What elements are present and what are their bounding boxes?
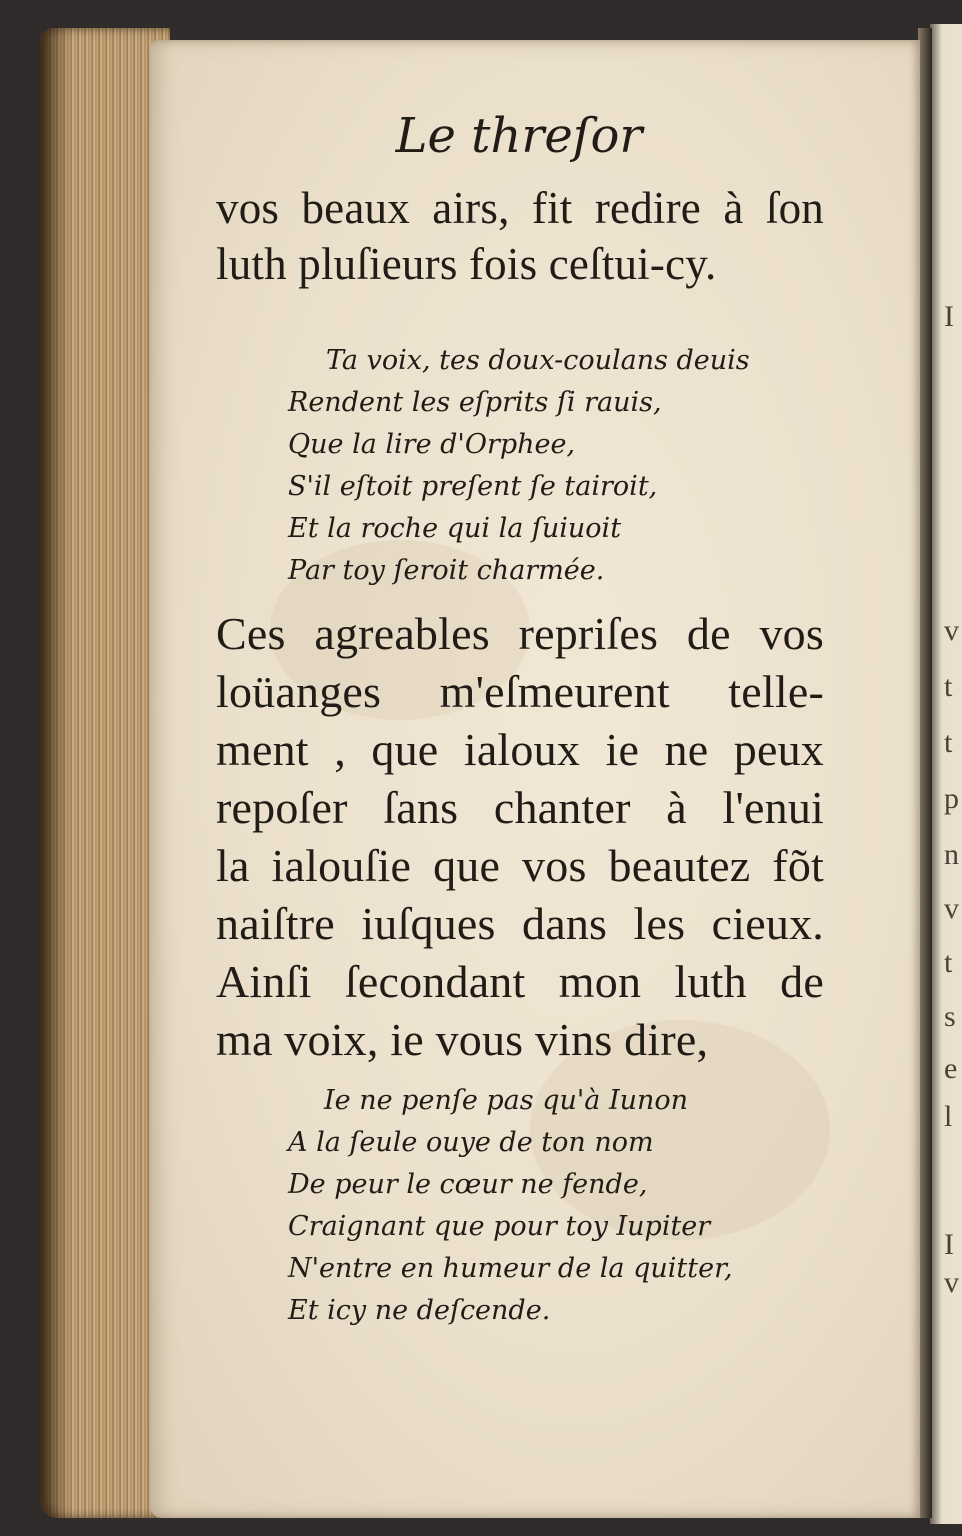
text-line: luth pluſieurs fois ceſtui-cy. — [216, 239, 717, 289]
verse-stanza-1 — [288, 340, 750, 592]
facing-page-fragment: s — [944, 1000, 956, 1033]
text-line: loüanges m'eſmeurent telle- — [216, 666, 824, 717]
verse-line: A la ſeule ouye de ton nom — [288, 1127, 654, 1158]
running-head: Le threſor — [395, 108, 643, 164]
verse-line: Et la roche qui la ſuiuoit — [288, 513, 622, 544]
verse-line: Craignant que pour toy Iupiter — [288, 1211, 711, 1242]
verse-line: Et icy ne deſcende. — [288, 1295, 551, 1326]
facing-page-fragment: t — [944, 946, 953, 979]
facing-page-fragment: t — [944, 726, 953, 759]
verse-line: N'entre en humeur de la quitter, — [288, 1253, 733, 1284]
verse-stanza-2 — [288, 1080, 733, 1332]
facing-page-fragment: t — [944, 670, 953, 703]
text-line: vos beaux airs, fit redire à ſon — [216, 183, 824, 233]
facing-page-fragment: I — [944, 300, 954, 333]
facing-page-fragment: l — [944, 1100, 953, 1133]
verse-line: S'il eſtoit preſent ſe tairoit, — [288, 471, 658, 502]
facing-page-fragment: v — [944, 614, 959, 647]
text-line: ma voix, ie vous vins dire, — [216, 1014, 709, 1065]
binding-shadow — [40, 28, 72, 1518]
facing-page-fragment: e — [944, 1052, 958, 1085]
facing-page-fragment: v — [944, 1266, 959, 1299]
verse-line: De peur le cœur ne fende, — [288, 1169, 648, 1200]
verse-line: Rendent les eſprits ſi rauis, — [288, 387, 662, 418]
text-line: la ialouſie que vos beautez fõt — [216, 840, 824, 891]
gutter — [918, 28, 932, 1518]
verse-line: Que la lire d'Orphee, — [288, 429, 576, 460]
verse-line: Par toy ſeroit charmée. — [288, 555, 605, 586]
verse-line: Ie ne penſe pas qu'à Iunon — [324, 1085, 689, 1116]
paragraph-2 — [216, 605, 824, 1069]
text-line: Ainſi ſecondant mon luth de — [216, 956, 824, 1007]
text-line: repoſer ſans chanter à l'enui — [216, 782, 824, 833]
facing-page-fragment: v — [944, 892, 959, 925]
text-line: ment , que ialoux ie ne peux — [216, 724, 824, 775]
facing-page-fragment: I — [944, 1228, 954, 1261]
facing-page-fragment: n — [944, 838, 959, 871]
text-line: naiſtre iuſques dans les cieux. — [216, 898, 824, 949]
facing-page-fragment: p — [944, 782, 959, 815]
verse-line: Ta voix, tes doux-coulans deuis — [326, 345, 750, 376]
text-line: Ces agreables repriſes de vos — [216, 608, 824, 659]
paragraph-1 — [216, 180, 824, 292]
